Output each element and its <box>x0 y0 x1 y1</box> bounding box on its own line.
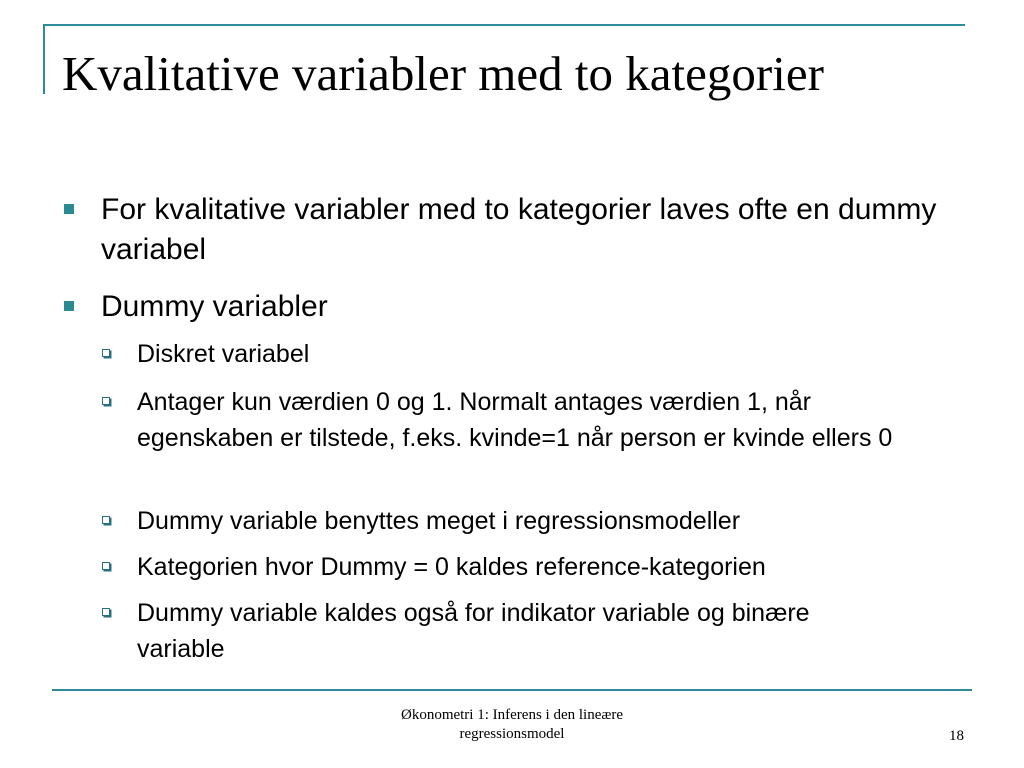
slide-title: Kvalitative variabler med to kategorier <box>62 46 824 101</box>
bullet-text: Dummy variabler <box>101 290 328 323</box>
hollow-square-bullet-icon <box>102 608 110 616</box>
hollow-square-bullet-icon <box>102 397 110 405</box>
title-frame-top-line <box>43 24 965 26</box>
sub-bullet-text: Dummy variable kaldes også for indikator variable og binære variable <box>137 599 810 663</box>
footer-caption: Økonometri 1: Inferens i den lineære regressionsmodel <box>400 707 624 742</box>
footer-divider <box>52 689 972 691</box>
title-frame-left-line <box>43 24 45 94</box>
bullet-text: For kvalitative variabler med to kategorier laves ofte en dummy variabel <box>101 193 937 266</box>
filled-square-bullet-icon <box>64 301 74 311</box>
page-number: 18 <box>949 728 964 744</box>
sub-bullet-text: Diskret variabel <box>137 340 310 368</box>
sub-bullet-text: Dummy variable benyttes meget i regressionsmodeller <box>137 507 741 535</box>
sub-bullet-text: Kategorien hvor Dummy = 0 kaldes reference-kategorien <box>137 553 766 581</box>
hollow-square-bullet-icon <box>102 562 110 570</box>
sub-bullet-text: Antager kun værdien 0 og 1. Normalt antages værdien 1, når egenskaben er tilstede, f.eks. kvinde=1 når person er kvinde ellers 0 <box>137 388 893 452</box>
hollow-square-bullet-icon <box>102 516 110 524</box>
hollow-square-bullet-icon <box>102 349 110 357</box>
filled-square-bullet-icon <box>64 204 74 214</box>
